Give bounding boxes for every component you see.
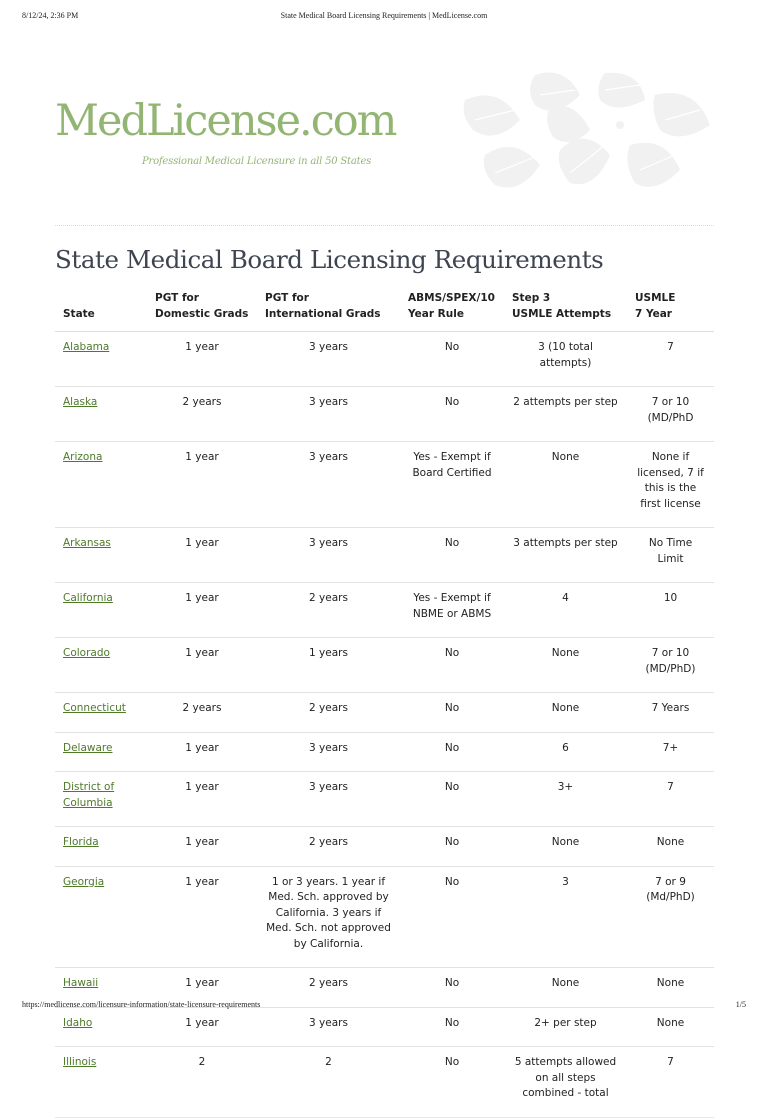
col-header-step3-attempts: Step 3 USMLE Attempts [504, 283, 627, 332]
table-cell: 1 year [147, 528, 257, 583]
table-cell: None [627, 1007, 714, 1047]
table-row [55, 732, 714, 772]
table-cell: 2 [147, 1047, 257, 1118]
table-cell: 2 years [147, 693, 257, 733]
site-logo[interactable]: MedLicense.com [55, 96, 396, 146]
table-cell: 2 years [257, 693, 400, 733]
table-cell: 5 attempts allowed on all steps combined - total [504, 1047, 627, 1118]
state-link[interactable]: California [63, 592, 113, 604]
state-link[interactable]: Georgia [63, 875, 105, 888]
table-cell: 1 year [147, 442, 257, 528]
print-timestamp: 8/12/24, 2:36 PM [22, 11, 79, 20]
table-row [55, 693, 714, 733]
state-link[interactable]: Delaware [63, 741, 113, 754]
print-url: https://medlicense.com/licensure-information/state-licensure-requirements [22, 1000, 261, 1009]
table-cell: 2 [257, 1047, 400, 1118]
col-header-abms-rule: ABMS/SPEX/10 Year Rule [400, 283, 504, 332]
table-cell: No [400, 827, 504, 867]
table-cell: No [400, 638, 504, 693]
state-link[interactable]: Hawaii [63, 977, 99, 989]
print-footer [0, 1000, 768, 1012]
state-link[interactable]: Connecticut [63, 702, 126, 714]
table-cell: 2+ per step [504, 1007, 627, 1047]
table-cell: 1 or 3 years. 1 year if Med. Sch. approved by California. 3 years if Med. Sch. not approved by California. [257, 866, 400, 968]
table-cell: None [504, 638, 627, 693]
page-heading: State Medical Board Licensing Requirements [55, 245, 604, 274]
table-cell: No [400, 1007, 504, 1047]
table-cell: 7 or 9 (Md/PhD) [627, 866, 714, 968]
table-cell: No [400, 772, 504, 827]
state-link[interactable]: Idaho [63, 1016, 93, 1029]
table-cell: 3 years [257, 732, 400, 772]
requirements-table [55, 283, 714, 1118]
table-cell: None [504, 968, 627, 1008]
col-header-pgt-domestic: PGT for Domestic Grads [147, 283, 257, 332]
table-cell: 3 years [257, 772, 400, 827]
table-cell: 3 attempts per step [504, 528, 627, 583]
table-cell: 1 year [147, 583, 257, 638]
col-header-usmle-years: USMLE 7 Year [627, 283, 714, 332]
col-header-pgt-international: PGT for International Grads [257, 283, 400, 332]
table-cell: 4 [504, 583, 627, 638]
table-cell: 3 years [257, 387, 400, 442]
table-cell: No [400, 528, 504, 583]
table-cell: No [400, 387, 504, 442]
table-cell: 3 years [257, 1007, 400, 1047]
table-cell: No [400, 866, 504, 968]
print-header [0, 11, 768, 23]
header-divider [55, 225, 714, 226]
table-cell: 6 [504, 732, 627, 772]
leaf-decoration-icon [455, 65, 715, 215]
table-cell: 10 [627, 583, 714, 638]
table-cell: Yes - Exempt if NBME or ABMS [400, 583, 504, 638]
table-cell: 1 year [147, 866, 257, 968]
table-row [55, 442, 714, 528]
table-cell: 2 years [147, 387, 257, 442]
state-link[interactable]: Alaska [63, 396, 98, 408]
table-cell: No Time Limit [627, 528, 714, 583]
table-cell: 3 (10 total attempts) [504, 332, 627, 387]
table-cell: 2 years [257, 827, 400, 867]
state-link[interactable]: District of Columbia [63, 781, 115, 809]
table-row [55, 1047, 714, 1118]
state-link[interactable]: Florida [63, 836, 99, 848]
table-cell: 1 year [147, 1007, 257, 1047]
table-cell: 3 years [257, 528, 400, 583]
table-cell: 1 years [257, 638, 400, 693]
table-cell: No [400, 732, 504, 772]
table-cell: 3 [504, 866, 627, 968]
table-row [55, 638, 714, 693]
table-cell: 2 years [257, 968, 400, 1008]
table-cell: None [504, 693, 627, 733]
table-cell: 1 year [147, 732, 257, 772]
table-header-row [55, 283, 714, 332]
table-header [55, 283, 714, 332]
table-cell: 1 year [147, 827, 257, 867]
table-cell: 1 year [147, 968, 257, 1008]
table-cell: 7 [627, 1047, 714, 1118]
table-row [55, 866, 714, 968]
table-row [55, 583, 714, 638]
table-row [55, 528, 714, 583]
table-row [55, 332, 714, 387]
state-link[interactable]: Illinois [63, 1056, 97, 1068]
table-cell: None [504, 827, 627, 867]
table-cell: 7 [627, 332, 714, 387]
table-row [55, 772, 714, 827]
state-link[interactable]: Arkansas [63, 537, 111, 549]
table-cell: 1 year [147, 772, 257, 827]
table-cell: 7 [627, 772, 714, 827]
table-cell: 2 attempts per step [504, 387, 627, 442]
table-cell: 3 years [257, 442, 400, 528]
table-cell: 7 or 10 (MD/PhD) [627, 638, 714, 693]
col-header-state: State [55, 283, 147, 332]
table-cell: No [400, 332, 504, 387]
table-cell: No [400, 1047, 504, 1118]
table-cell: 3 years [257, 332, 400, 387]
table-cell: None [627, 827, 714, 867]
table-row [55, 827, 714, 867]
table-cell: 2 years [257, 583, 400, 638]
table-cell: 7 Years [627, 693, 714, 733]
table-cell: None if licensed, 7 if this is the first license [627, 442, 714, 528]
table-cell: 3+ [504, 772, 627, 827]
table-cell: 7 or 10 (MD/PhD [627, 387, 714, 442]
table-cell: None [504, 442, 627, 528]
table-cell: None [627, 968, 714, 1008]
state-link[interactable]: Arizona [63, 451, 103, 463]
table-cell: No [400, 968, 504, 1008]
print-page-title: State Medical Board Licensing Requirements | MedLicense.com [280, 11, 488, 20]
table-cell: 1 year [147, 332, 257, 387]
state-link[interactable]: Colorado [63, 647, 110, 659]
table-row [55, 1007, 714, 1047]
print-page-number: 1/5 [735, 1000, 746, 1009]
table-cell: No [400, 693, 504, 733]
table-cell: 7+ [627, 732, 714, 772]
table-cell: Yes - Exempt if Board Certified [400, 442, 504, 528]
table-row [55, 387, 714, 442]
table-cell: 1 year [147, 638, 257, 693]
site-tagline: Professional Medical Licensure in all 50 States [142, 156, 372, 167]
state-link[interactable]: Alabama [63, 341, 110, 353]
